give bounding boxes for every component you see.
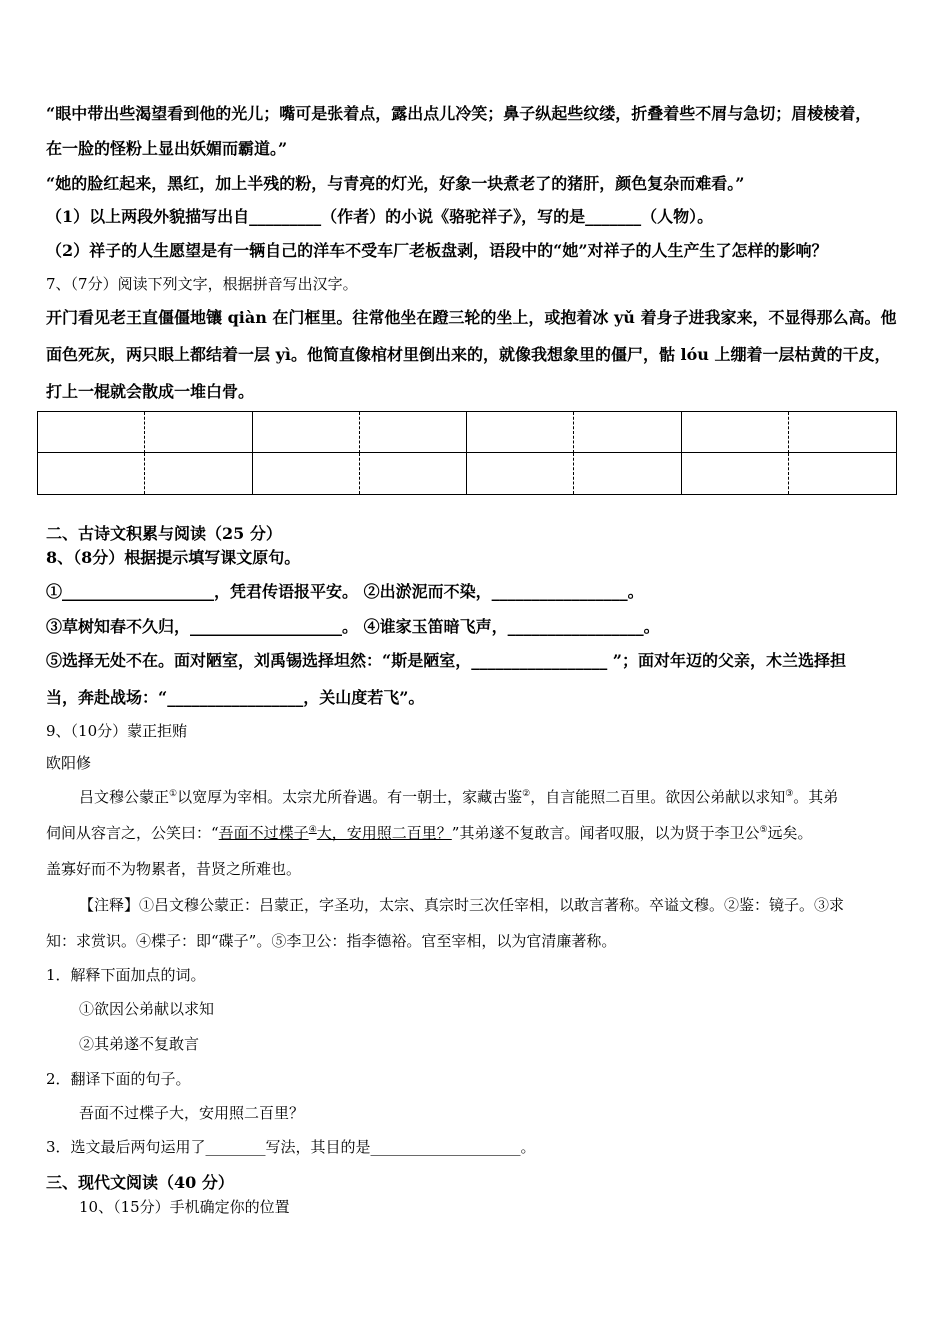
grid-cell[interactable] bbox=[38, 453, 145, 494]
footnote-marker: ④ bbox=[308, 825, 317, 835]
q9-para-line2 bbox=[46, 826, 813, 841]
quote1-line2: 在一脸的怪粉上显出妖媚而霸道。” bbox=[46, 139, 288, 158]
grid-cell[interactable] bbox=[360, 453, 467, 494]
text: 吕文穆公蒙正 bbox=[79, 788, 170, 806]
q9-note-line2: 知：求赏识。④楪子：即“碟子”。⑤李卫公：指李德裕。官至宰相，以为官清廉著称。 bbox=[46, 932, 617, 950]
grid-cell[interactable] bbox=[682, 453, 789, 494]
q6-sub1: （1）以上两段外貌描写出自_________（作者）的小说《骆驼祥子》，写的是_______（人物）。 bbox=[46, 207, 714, 226]
grid-cell[interactable] bbox=[682, 412, 789, 453]
text: ”其弟遂不复敢言。闻者叹服，以为贤于李卫公 bbox=[451, 824, 760, 842]
text: 远矣。 bbox=[767, 824, 813, 842]
q9-para-line3: 盖寡好而不为物累者，昔贤之所难也。 bbox=[46, 860, 302, 878]
answer-grid bbox=[37, 411, 897, 495]
underlined-text: 大，安用照二百里？ bbox=[316, 824, 452, 842]
grid-cell[interactable] bbox=[467, 412, 574, 453]
grid-cell[interactable] bbox=[467, 453, 574, 494]
text: 。其弟 bbox=[793, 788, 839, 806]
underlined-text: 吾面不过楪子 bbox=[218, 824, 309, 842]
footnote-marker: ③ bbox=[785, 789, 794, 799]
text: 伺间从容言之，公笑曰：“ bbox=[46, 824, 219, 842]
q7-title: 7、（7分）阅读下列文字，根据拼音写出汉字。 bbox=[46, 275, 358, 293]
q7-line3: 打上一棍就会散成一堆白骨。 bbox=[46, 382, 255, 401]
q9-sub1-a: ①欲因公弟献以求知 bbox=[79, 1000, 215, 1018]
q8-line2: ③草树知春不久归，___________________。 ④谁家玉笛暗飞声，_________________。 bbox=[46, 617, 660, 636]
q8-title: 8、（8分）根据提示填写课文原句。 bbox=[46, 548, 301, 567]
text: 以宽厚为宰相。太宗尤所眷遇。有一朝士，家藏古鉴 bbox=[177, 788, 523, 806]
grid-cell[interactable] bbox=[145, 453, 252, 494]
q9-para-line1 bbox=[79, 790, 838, 805]
q9-author: 欧阳修 bbox=[46, 754, 92, 772]
grid-cell[interactable] bbox=[253, 453, 360, 494]
q9-note-line1: 【注释】①吕文穆公蒙正：吕蒙正，字圣功，太宗、真宗时三次任宰相，以敢言著称。卒谥文穆。②鉴：镜子。③求 bbox=[79, 896, 845, 914]
q9-sub2-a: 吾面不过楪子大，安用照二百里？ bbox=[79, 1104, 305, 1122]
text: ，自言能照二百里。欲因公弟献以求知 bbox=[530, 788, 786, 806]
q8-line3: ⑤选择无处不在。面对陋室，刘禹锡选择坦然：“斯是陋室，_________________ ”；面对年迈的父亲，木兰选择担 bbox=[46, 651, 846, 670]
grid-cell[interactable] bbox=[253, 412, 360, 453]
grid-cell[interactable] bbox=[145, 412, 252, 453]
q9-sub3: 3．选文最后两句运用了________写法，其目的是____________________。 bbox=[46, 1138, 536, 1156]
grid-cell[interactable] bbox=[574, 412, 681, 453]
q9-sub2: 2．翻译下面的句子。 bbox=[46, 1070, 191, 1088]
q6-sub2: （2）祥子的人生愿望是有一辆自己的洋车不受车厂老板盘剥，语段中的“她”对祥子的人生产生了怎样的影响？ bbox=[46, 241, 828, 260]
footnote-marker: ② bbox=[522, 789, 531, 799]
footnote-marker: ① bbox=[169, 789, 178, 799]
q10-title: 10、（15分）手机确定你的位置 bbox=[79, 1198, 290, 1216]
q9-sub1: 1．解释下面加点的词。 bbox=[46, 966, 206, 984]
quote2: “她的脸红起来，黑红，加上半残的粉，与青亮的灯光，好象一块煮老了的猪肝，颜色复杂而难看。” bbox=[46, 174, 745, 193]
grid-cell[interactable] bbox=[789, 453, 896, 494]
grid-cell[interactable] bbox=[574, 453, 681, 494]
grid-cell[interactable] bbox=[789, 412, 896, 453]
q8-line4: 当，奔赴战场：“_________________，关山度若飞”。 bbox=[46, 688, 425, 707]
q8-line1: ①___________________，凭君传语报平安。 ②出淤泥而不染，_________________。 bbox=[46, 582, 644, 601]
q7-line2: 面色死灰，两只眼上都结着一层 yì。他简直像棺材里倒出来的，就像我想象里的僵尸，骷 lóu 上绷着一层枯黄的干皮， bbox=[46, 345, 891, 364]
grid-cell[interactable] bbox=[38, 412, 145, 453]
q9-sub1-b: ②其弟遂不复敢言 bbox=[79, 1035, 200, 1053]
q9-title: 9、（10分）蒙正拒贿 bbox=[46, 722, 188, 740]
footnote-marker: ⑤ bbox=[759, 825, 768, 835]
section3-heading: 三、现代文阅读（40 分） bbox=[46, 1173, 234, 1192]
quote1-line1: “眼中带出些渴望看到他的光儿；嘴可是张着点，露出点儿冷笑；鼻子纵起些纹缕，折叠着些不屑与急切；眉棱棱着， bbox=[46, 104, 872, 123]
grid-cell[interactable] bbox=[360, 412, 467, 453]
section2-heading: 二、古诗文积累与阅读（25 分） bbox=[46, 524, 282, 543]
q7-line1: 开门看见老王直僵僵地镶 qiàn 在门框里。往常他坐在蹬三轮的坐上，或抱着冰 yǔ 着身子进我家来，不显得那么高。他 bbox=[46, 308, 897, 327]
